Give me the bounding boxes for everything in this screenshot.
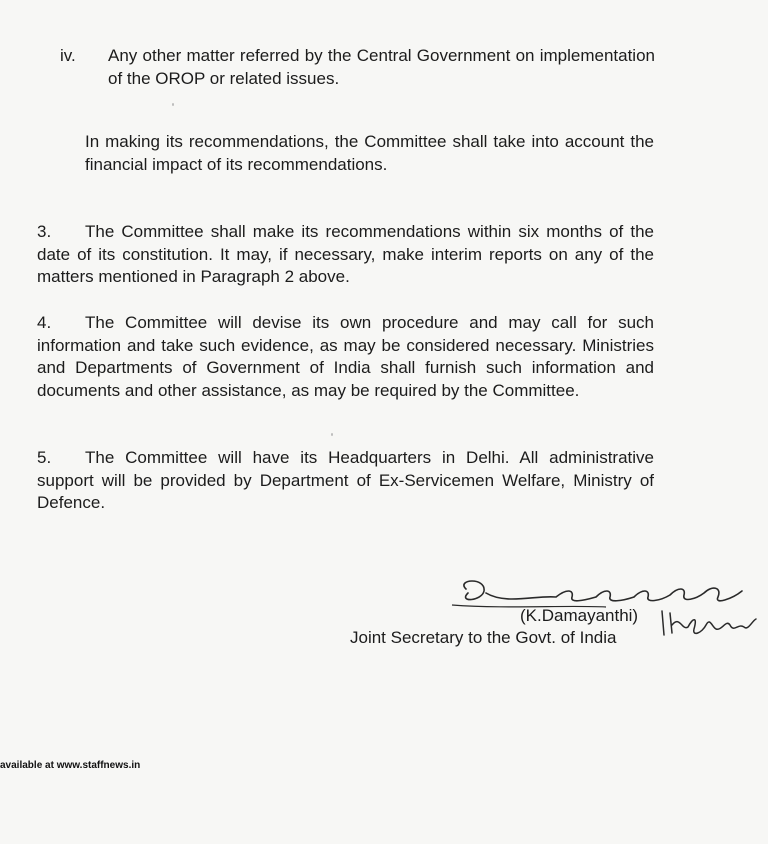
paragraph-4-number: 4. [37, 313, 52, 332]
paragraph-3 [37, 221, 654, 289]
paragraph-5-number: 5. [37, 448, 52, 467]
paragraph-4 [37, 312, 654, 402]
paragraph-4-text: The Committee will devise its own procedure and may call for such information and take such evidence, as may be considered necessary. Ministries and Departments of Government of India shall furnish such information and documents and other assistance, as may be required by the Committee. [37, 313, 654, 400]
paragraph-3-number: 3. [37, 222, 52, 241]
source-footer: available at www.staffnews.in [0, 760, 141, 771]
list-item-iv-number: iv. [60, 46, 76, 65]
recommendation-paragraph: In making its recommendations, the Committee shall take into account the financial impact of its recommendations. [85, 132, 654, 174]
scan-speck [331, 433, 333, 436]
signatory-designation: Joint Secretary to the Govt. of India [350, 628, 617, 647]
paragraph-5-text: The Committee will have its Headquarters in Delhi. All administrative support will be provided by Department of Ex-Servicemen Welfare, Ministry of Defence. [37, 448, 654, 512]
list-item-iv-text: Any other matter referred by the Central Government on implementation of the OROP or related issues. [108, 46, 655, 88]
handwritten-initials [658, 605, 758, 641]
scan-speck [172, 103, 174, 106]
signature-block [350, 575, 760, 665]
paragraph-5 [37, 447, 654, 515]
signatory-name: (K.Damayanthi) [520, 606, 639, 625]
paragraph-3-text: The Committee shall make its recommendations within six months of the date of its constitution. It may, if necessary, make interim reports on any of the matters mentioned in Paragraph 2 above. [37, 222, 654, 286]
